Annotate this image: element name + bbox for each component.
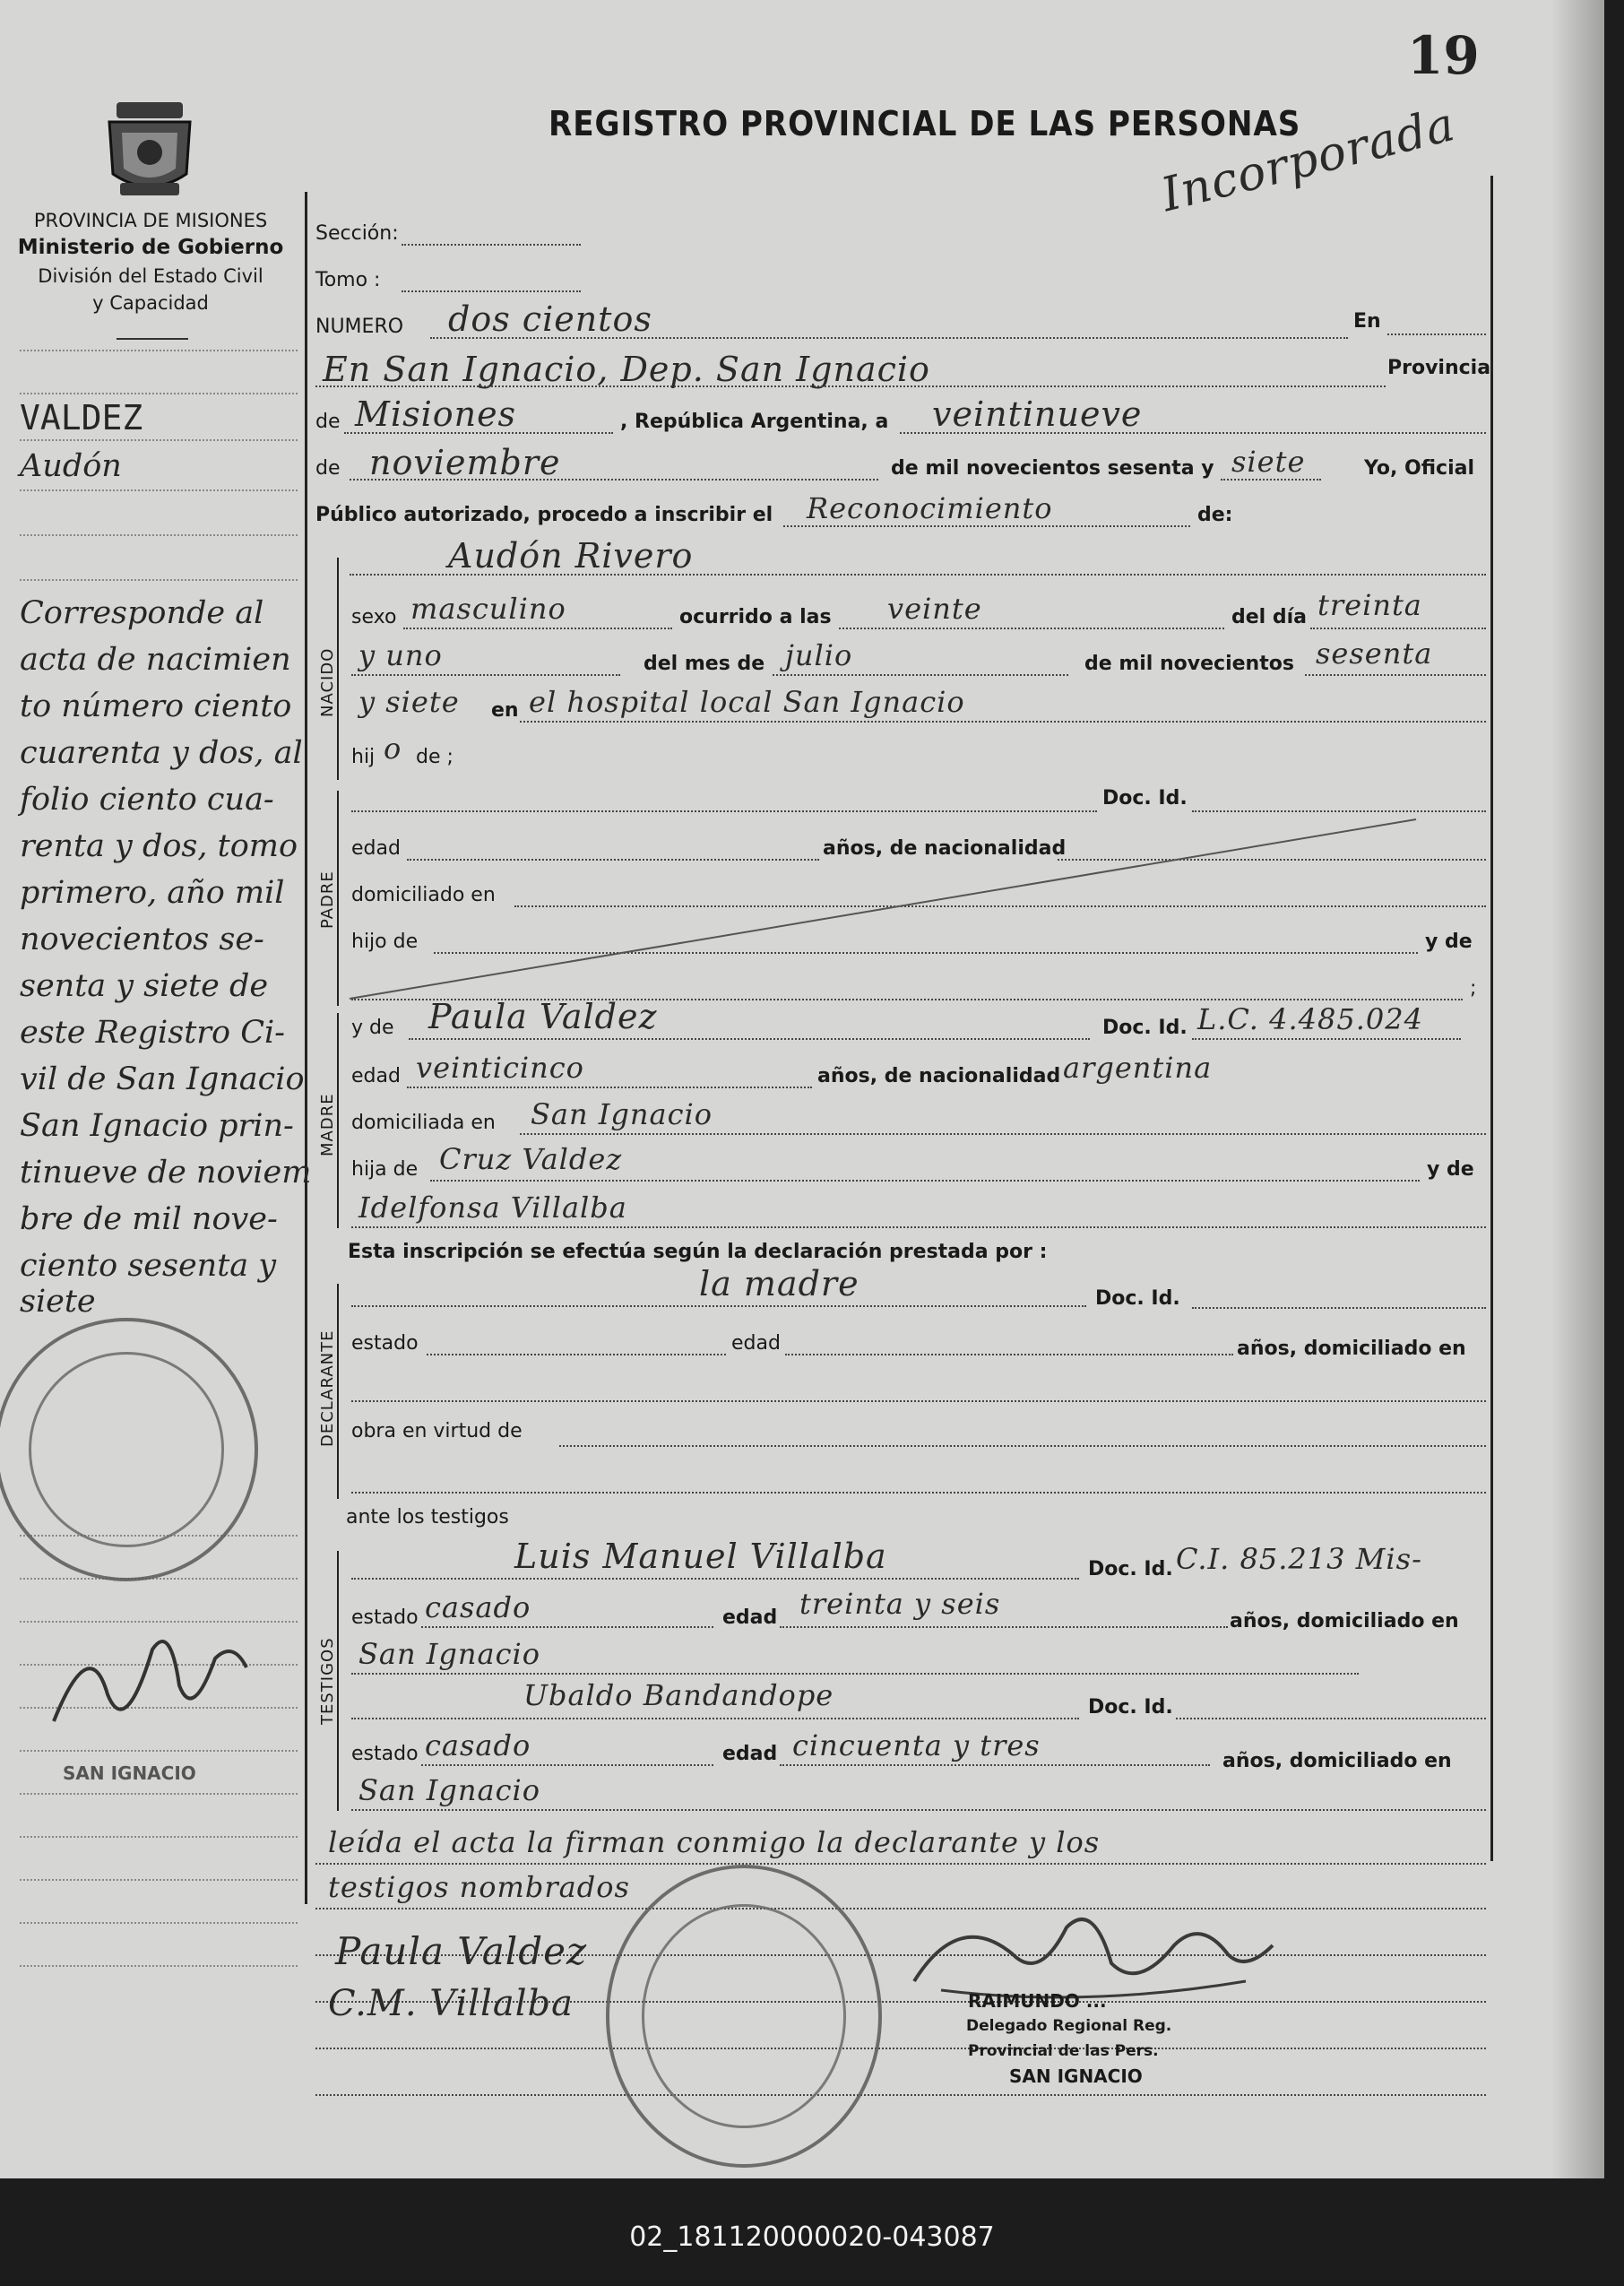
declarante-obra-field — [559, 1445, 1486, 1447]
declarante-doc-label: Doc. Id. — [1095, 1287, 1180, 1310]
en-field — [1387, 333, 1486, 335]
margin-rule — [20, 1578, 298, 1580]
madre-domicilio-value: San Ignacio — [531, 1097, 713, 1131]
day-field — [900, 432, 1486, 434]
margin-note-line: San Ignacio prin- — [20, 1108, 294, 1144]
closing-rule-5 — [315, 2048, 1486, 2049]
madre-nacionalidad-label: años, de nacionalidad — [817, 1065, 1061, 1087]
margin-note-line: novecientos se- — [20, 922, 264, 957]
del-mes-label: del mes de — [644, 653, 765, 675]
nacido-tab-border — [337, 558, 339, 780]
madre-edad-label: edad — [351, 1065, 401, 1087]
declarante-tab: DECLARANTE — [318, 1329, 337, 1447]
testigo2-edad-value: cincuenta y tres — [792, 1728, 1041, 1762]
madre-tab: MADRE — [318, 1093, 337, 1156]
testigo1-name-field — [351, 1578, 1079, 1580]
sexo-label: sexo — [351, 606, 397, 628]
declarante-name-value: la madre — [699, 1264, 860, 1303]
testigo2-edad-label: edad — [722, 1743, 778, 1765]
sexo-field — [403, 628, 672, 629]
margin-rule — [20, 1879, 298, 1881]
nacido-name-field — [350, 574, 1486, 576]
madre-domicilio-field — [520, 1133, 1486, 1135]
margin-rule — [20, 393, 298, 394]
dia-field — [1310, 628, 1486, 629]
testigo1-estado-field — [421, 1626, 713, 1628]
anio-value: sesenta — [1316, 636, 1433, 671]
margin-surname: VALDEZ — [20, 398, 143, 437]
mes-field — [773, 674, 1068, 676]
novecientos-label: de mil novecientos — [1084, 653, 1294, 675]
madre-y-de-label: y de — [351, 1017, 394, 1039]
testigo2-doc-label: Doc. Id. — [1088, 1696, 1173, 1719]
padre-tab: PADRE — [318, 870, 337, 929]
hijo-suffix: o — [384, 732, 402, 766]
signature-testigo: C.M. Villalba — [328, 1983, 574, 2024]
madre-doc-value: L.C. 4.485.024 — [1197, 1002, 1423, 1036]
month-field — [350, 479, 878, 481]
anio-field — [1305, 674, 1486, 676]
ocurrido-label: ocurrido a las — [679, 606, 832, 628]
testigo1-domicilio-value: San Ignacio — [358, 1637, 541, 1671]
padre-edad-label: edad — [351, 837, 401, 860]
margin-rule — [20, 1750, 298, 1752]
madre-madre-field — [351, 1226, 1486, 1228]
declarante-domicilio-label: años, domiciliado en — [1237, 1338, 1466, 1360]
lugar-field — [520, 721, 1486, 723]
publico-label: Público autorizado, procedo a inscribir el — [315, 504, 773, 526]
testigo2-domicilio-value: San Ignacio — [358, 1773, 541, 1807]
margin-note-line: tinueve de noviem — [20, 1155, 312, 1191]
hijo-label: hij — [351, 746, 376, 768]
lugar-value: el hospital local San Ignacio — [529, 685, 965, 719]
testigo1-edad-field — [780, 1626, 1228, 1628]
madre-nacionalidad-value: argentina — [1063, 1051, 1213, 1085]
main-border-left — [305, 192, 307, 1904]
margin-rule — [20, 439, 298, 441]
year-field — [1221, 479, 1321, 481]
main-border-right — [1490, 176, 1493, 1861]
act-field — [783, 525, 1190, 527]
official-title-1: Delegado Regional Reg. — [966, 2017, 1172, 2035]
tomo-field — [402, 290, 581, 292]
padre-nacionalidad-label: años, de nacionalidad — [823, 837, 1067, 860]
anio-value-2: y siete — [358, 685, 460, 719]
padre-domicilio-label: domiciliado en — [351, 884, 496, 906]
month-value: noviembre — [369, 443, 561, 482]
margin-note-line: bre de mil nove- — [20, 1201, 278, 1237]
margin-note-line: primero, año mil — [20, 875, 285, 911]
margin-note-line: renta y dos, tomo — [20, 828, 298, 864]
numero-label: NUMERO — [315, 316, 404, 338]
seccion-field — [402, 244, 581, 246]
numero-field — [430, 337, 1348, 339]
province-value: Misiones — [355, 394, 517, 434]
margin-note-line: senta y siete de — [20, 968, 269, 1004]
closing-rule-1 — [315, 1863, 1486, 1865]
madre-name-value: Paula Valdez — [428, 997, 658, 1036]
numero-value: dos cientos — [448, 299, 652, 339]
margin-note-line: vil de San Ignacio — [20, 1061, 305, 1097]
declarante-obra-field-2 — [351, 1492, 1486, 1494]
tomo-label: Tomo : — [315, 269, 381, 291]
testigo2-estado-value: casado — [425, 1728, 531, 1762]
margin-rule — [20, 1793, 298, 1795]
left-civil-registry-stamp — [0, 1318, 258, 1581]
padre-cancel-stroke — [341, 810, 1488, 1008]
republica-label: , República Argentina, a — [620, 411, 889, 433]
del-dia-label: del día — [1231, 606, 1308, 628]
dia-value: treinta — [1317, 588, 1422, 622]
page-number: 19 — [1407, 25, 1480, 86]
declarante-edad-field — [785, 1354, 1233, 1355]
padre-hijo-de-label: hijo de — [351, 931, 419, 953]
official-title-3: SAN IGNACIO — [1009, 2065, 1143, 2087]
left-stamp-text: SAN IGNACIO — [63, 1762, 196, 1784]
declarante-doc-field — [1192, 1307, 1486, 1309]
margin-rule — [20, 534, 298, 536]
madre-name-field — [409, 1038, 1090, 1040]
padre-semicolon: ; — [1470, 977, 1477, 1000]
declarante-domicilio-field — [351, 1400, 1486, 1402]
official-title-2: Provincial de las Pers. — [968, 2042, 1159, 2060]
madre-y-de2-label: y de — [1427, 1158, 1474, 1181]
province-field — [344, 432, 613, 434]
place-value: En San Ignacio, Dep. San Ignacio — [323, 350, 930, 389]
madre-tab-border — [337, 1013, 339, 1228]
closing-rule-6 — [315, 2094, 1486, 2096]
testigo1-domicilio-field — [351, 1673, 1359, 1675]
madre-doc-label: Doc. Id. — [1102, 1017, 1188, 1039]
center-civil-registry-stamp — [606, 1865, 882, 2168]
declarante-tab-border — [337, 1284, 339, 1499]
testigos-tab-border — [337, 1551, 339, 1811]
margin-note-line: cuarenta y dos, al — [20, 735, 303, 771]
footer-image-code: 02_181120000020-043087 — [629, 2221, 995, 2253]
closing-line-1: leída el acta la firman conmigo la declarante y los — [328, 1825, 1101, 1859]
margin-note-line: acta de nacimien — [20, 642, 291, 678]
hora-field — [839, 628, 1224, 629]
testigo2-edad-field — [780, 1764, 1210, 1766]
padre-doc-label: Doc. Id. — [1102, 787, 1188, 810]
madre-domicilio-label: domiciliada en — [351, 1112, 496, 1134]
hora-value: veinte — [887, 592, 982, 626]
place-field — [315, 385, 1386, 387]
closing-line-2: testigos nombrados — [328, 1870, 630, 1904]
testigo2-domicilio-field — [351, 1809, 1486, 1811]
closing-rule-2 — [315, 1908, 1486, 1909]
de-label: de — [315, 411, 341, 433]
hijo-de-label: de ; — [416, 746, 454, 768]
madre-edad-value: veinticinco — [416, 1051, 584, 1085]
nacido-tab: NACIDO — [318, 647, 337, 717]
day-value: veintinueve — [932, 394, 1143, 434]
annotation-incorporada: Incorporada — [1156, 97, 1461, 223]
margin-rule — [20, 1965, 298, 1967]
testigos-tab: TESTIGOS — [318, 1637, 337, 1725]
testigo1-edad-label: edad — [722, 1606, 778, 1629]
padre-tab-border — [337, 791, 339, 1006]
de3-label: de: — [1197, 504, 1233, 526]
year-label: de mil novecientos sesenta y — [891, 457, 1214, 480]
org-province: PROVINCIA DE MISIONES — [33, 210, 268, 231]
declarante-edad-label: edad — [731, 1332, 781, 1355]
de2-label: de — [315, 457, 341, 480]
madre-madre-value: Idelfonsa Villalba — [358, 1191, 627, 1225]
margin-note-line: este Registro Ci- — [20, 1015, 285, 1051]
margin-note-line: to número ciento — [20, 688, 292, 724]
testigo1-doc-value: C.I. 85.213 Mis- — [1176, 1542, 1422, 1576]
official-name: RAIMUNDO ... — [968, 1990, 1107, 2012]
act-value: Reconocimiento — [807, 491, 1053, 525]
dia-value-2: y uno — [358, 638, 443, 672]
nacido-name-value: Audón Rivero — [448, 536, 694, 576]
sexo-value: masculino — [410, 592, 566, 626]
margin-rule — [20, 1922, 298, 1924]
margin-rule — [20, 350, 298, 351]
testigo2-domicilio-label: años, domiciliado en — [1222, 1750, 1452, 1772]
testigo1-edad-value: treinta y seis — [799, 1587, 1001, 1621]
margin-rule — [20, 579, 298, 581]
madre-edad-field — [407, 1087, 812, 1088]
madre-padre-field — [430, 1180, 1420, 1182]
testigo1-doc-label: Doc. Id. — [1088, 1558, 1173, 1580]
declaracion-text: Esta inscripción se efectúa según la declaración prestada por : — [348, 1241, 1048, 1263]
testigo1-name-value: Luis Manuel Villalba — [514, 1537, 887, 1576]
left-margin-signature — [36, 1614, 260, 1748]
madre-hija-de-label: hija de — [351, 1158, 419, 1181]
signature-declarante: Paula Valdez — [335, 1929, 588, 1973]
margin-note-line: siete — [20, 1284, 96, 1320]
margin-note-line: folio ciento cua- — [20, 782, 274, 818]
page-title: REGISTRO PROVINCIAL DE LAS PERSONAS — [549, 104, 1301, 143]
en-label: En — [1353, 310, 1381, 333]
mes-value: julio — [785, 638, 853, 672]
testigo2-name-value: Ubaldo Bandandope — [523, 1678, 834, 1712]
testigo2-name-field — [351, 1718, 1079, 1719]
en-lugar-label: en — [491, 699, 519, 722]
year-value: siete — [1231, 445, 1306, 479]
margin-note-line: ciento sesenta y — [20, 1248, 277, 1284]
testigo1-estado-label: estado — [351, 1606, 419, 1629]
madre-doc-field — [1192, 1038, 1461, 1040]
margin-note-line: Corresponde al — [20, 595, 264, 631]
org-division: División del Estado Civil — [38, 265, 263, 287]
org-divider — [117, 338, 188, 340]
oficial-label: Yo, Oficial — [1364, 457, 1475, 480]
org-ministry: Ministerio de Gobierno — [17, 236, 284, 259]
declarante-name-field — [351, 1305, 1086, 1307]
seccion-label: Sección: — [315, 222, 399, 245]
declarante-estado-field — [427, 1354, 726, 1355]
org-capacity: y Capacidad — [92, 292, 209, 314]
dia-field-2 — [351, 674, 620, 676]
madre-padre-value: Cruz Valdez — [439, 1142, 623, 1176]
testigo2-doc-field — [1176, 1718, 1486, 1719]
margin-rule — [20, 489, 298, 491]
testigo1-domicilio-label: años, domiciliado en — [1230, 1610, 1459, 1632]
provincia-label: Provincia — [1387, 357, 1491, 379]
testigo1-estado-value: casado — [425, 1590, 531, 1624]
margin-given-name: Audón — [20, 448, 122, 484]
testigo2-estado-field — [421, 1764, 713, 1766]
margin-rule — [20, 1836, 298, 1838]
ante-testigos-label: ante los testigos — [346, 1506, 509, 1528]
declarante-estado-label: estado — [351, 1332, 419, 1355]
declarante-obra-label: obra en virtud de — [351, 1420, 523, 1442]
provincial-seal-icon — [100, 97, 199, 203]
testigo2-estado-label: estado — [351, 1743, 419, 1765]
padre-y-de-label: y de — [1425, 931, 1473, 953]
